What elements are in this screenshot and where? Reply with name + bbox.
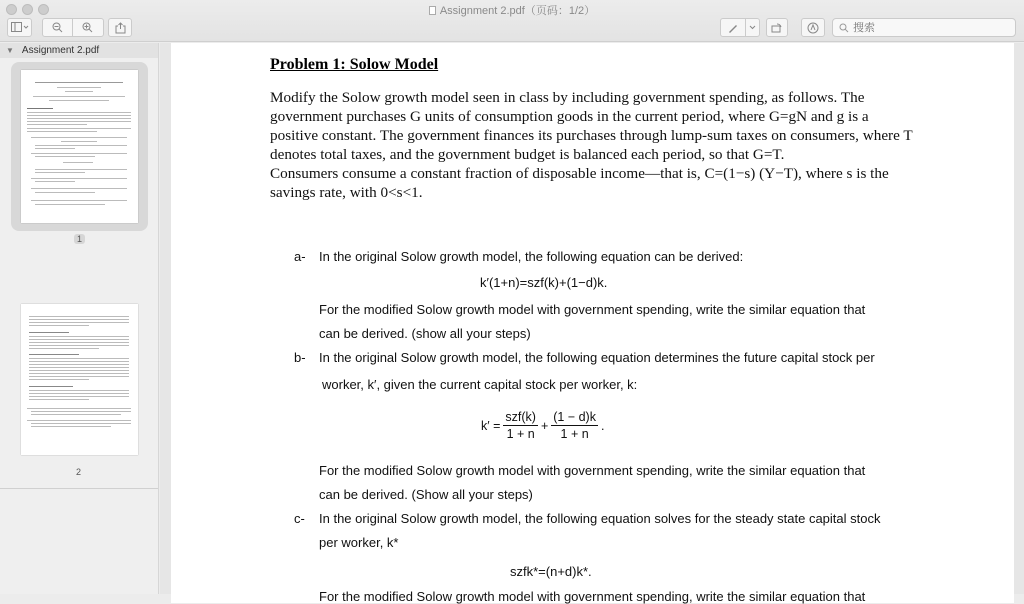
eq-num-2: (1 − d)k bbox=[553, 410, 596, 424]
eq-den-2: 1 + n bbox=[560, 427, 589, 441]
item-b-label: b- bbox=[294, 350, 306, 365]
item-c-line2: For the modified Solow growth model with government spending, write the similar equation that bbox=[319, 589, 866, 604]
eq-fraction-1 bbox=[503, 410, 538, 441]
search-icon bbox=[839, 23, 849, 33]
thumbnail-sidebar bbox=[0, 43, 159, 594]
intro-paragraph-1: Modify the Solow growth model seen in class by including government spending, as follows. The government purchases G units of consumption goods in the current period, where G=gN and g is a positive constant. The government finances its purchases through lump-sum taxes on consumers, where T denotes total taxes, and the government budget is balanced each period, so that G=T. bbox=[270, 89, 913, 163]
document-icon bbox=[429, 6, 436, 15]
intro-paragraph-2: Consumers consume a constant fraction of disposable income—that is, C=(1−s) (Y−T), where s is the savings rate, with 0<s<1. bbox=[270, 165, 889, 201]
page-number-1[interactable]: 1 bbox=[74, 234, 85, 244]
eq-den-1: 1 + n bbox=[506, 427, 535, 441]
sidebar-file-header[interactable] bbox=[0, 43, 158, 58]
item-b-line1b: worker, k′, given the current capital stock per worker, k: bbox=[322, 377, 638, 392]
item-b-line1: In the original Solow growth model, the following equation determines the future capital stock per bbox=[319, 350, 875, 365]
item-b-line2: For the modified Solow growth model with government spending, write the similar equation that bbox=[319, 463, 866, 478]
sidebar-file-name: Assignment 2.pdf bbox=[21, 45, 100, 56]
page-number-2[interactable]: 2 bbox=[76, 467, 82, 477]
item-c-label: c- bbox=[294, 511, 305, 526]
pdf-page-1 bbox=[171, 43, 1014, 603]
problem-intro bbox=[270, 88, 920, 202]
eq-lhs: k′ = bbox=[481, 418, 501, 433]
item-c-line1b: per worker, k* bbox=[319, 535, 399, 550]
item-a-label: a- bbox=[294, 249, 306, 264]
search-input[interactable] bbox=[853, 22, 1003, 34]
rotate-icon bbox=[771, 22, 783, 33]
pen-icon bbox=[727, 22, 739, 34]
eq-plus: + bbox=[540, 418, 549, 433]
chevron-down-icon bbox=[749, 25, 756, 30]
page-thumbnail-1[interactable] bbox=[21, 70, 138, 223]
page-thumbnail-1-selection[interactable] bbox=[11, 62, 148, 231]
disclosure-triangle-icon[interactable]: ▼ bbox=[6, 46, 14, 55]
zoom-out-icon bbox=[52, 22, 63, 33]
zoom-in-button[interactable] bbox=[73, 19, 103, 36]
item-a-equation: k′(1+n)=szf(k)+(1−d)k. bbox=[480, 275, 608, 290]
window-title bbox=[0, 2, 1024, 18]
markup-controls bbox=[720, 18, 760, 37]
markup-circle-icon bbox=[807, 22, 819, 34]
annotate-button[interactable] bbox=[801, 18, 825, 37]
share-icon bbox=[115, 22, 126, 34]
markup-menu-button[interactable] bbox=[746, 19, 759, 36]
search-field[interactable] bbox=[832, 18, 1016, 37]
sidebar-divider bbox=[0, 488, 158, 489]
zoom-out-button[interactable] bbox=[43, 19, 73, 36]
share-button[interactable] bbox=[108, 18, 132, 37]
item-a-line3: can be derived. (show all your steps) bbox=[319, 326, 531, 341]
markup-button[interactable] bbox=[721, 19, 746, 36]
item-c-line1: In the original Solow growth model, the following equation solves for the steady state capital stock bbox=[319, 511, 881, 526]
rotate-button[interactable] bbox=[766, 18, 788, 37]
eq-fraction-2 bbox=[551, 410, 598, 441]
eq-num-1: szf(k) bbox=[505, 410, 536, 424]
eq-end: . bbox=[600, 418, 605, 433]
item-a-line2: For the modified Solow growth model with government spending, write the similar equation that bbox=[319, 302, 866, 317]
sidebar-icon bbox=[11, 22, 29, 33]
zoom-in-icon bbox=[82, 22, 93, 33]
item-c-equation: szfk*=(n+d)k*. bbox=[510, 564, 592, 579]
window-title-text: Assignment 2.pdf（页码：1/2） bbox=[439, 5, 596, 17]
page-thumbnail-2[interactable] bbox=[21, 304, 138, 455]
window-titlebar bbox=[0, 0, 1024, 42]
document-viewer[interactable] bbox=[160, 43, 1024, 604]
zoom-controls bbox=[42, 18, 104, 37]
item-b-equation bbox=[481, 410, 604, 441]
problem-title: Problem 1: Solow Model bbox=[270, 56, 439, 73]
item-b-line3: can be derived. (Show all your steps) bbox=[319, 487, 533, 502]
item-a-line1: In the original Solow growth model, the following equation can be derived: bbox=[319, 249, 744, 264]
sidebar-toggle-button[interactable] bbox=[7, 18, 32, 37]
